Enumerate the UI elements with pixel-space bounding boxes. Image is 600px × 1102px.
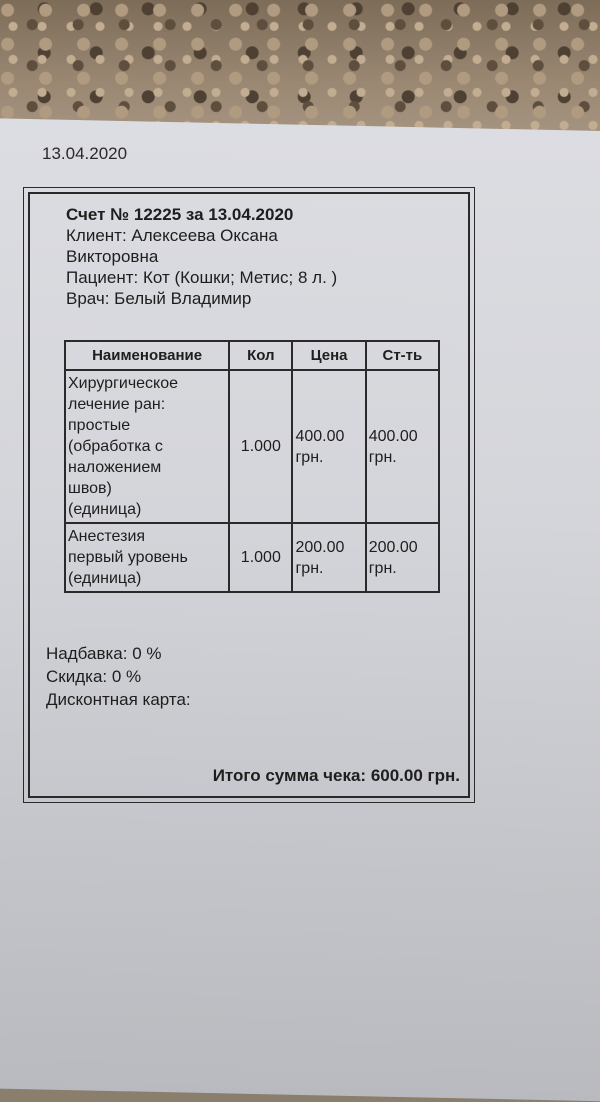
column-header-price: Цена <box>292 341 365 370</box>
patient-line: Пациент: Кот (Кошки; Метис; 8 л. ) <box>66 268 338 287</box>
item-cost-value: 400.00 <box>368 427 418 445</box>
item-name-line: швов) <box>68 480 112 497</box>
client-line-cont: Викторовна <box>66 247 159 266</box>
receipt-header <box>66 204 426 309</box>
carpet-background <box>0 0 600 140</box>
column-header-cost: Ст-ть <box>366 341 439 370</box>
receipt-footer <box>46 642 191 711</box>
item-name-cell <box>65 523 229 592</box>
item-price-value: 400.00 <box>295 427 345 445</box>
markup-line: Надбавка: 0 % <box>46 644 162 663</box>
item-price-cell <box>292 523 365 592</box>
column-header-name: Наименование <box>65 341 229 370</box>
discount-card-line: Дисконтная карта: <box>46 690 191 709</box>
item-cost-cell <box>366 523 439 592</box>
item-name-line: первый уровень <box>68 549 188 566</box>
table-row <box>65 523 439 592</box>
item-cost-currency: грн. <box>368 448 397 466</box>
items-table <box>64 340 440 593</box>
item-qty-cell: 1.000 <box>229 370 292 523</box>
total-amount: Итого сумма чека: 600.00 грн. <box>212 766 460 785</box>
receipt <box>28 192 470 798</box>
table-row <box>65 370 439 523</box>
item-name-line: (обработка с <box>68 438 163 455</box>
item-name-line: лечение ран: <box>68 396 166 413</box>
item-price-currency: грн. <box>295 559 324 577</box>
item-cost-value: 200.00 <box>368 538 418 556</box>
column-header-qty: Кол <box>229 341 292 370</box>
item-name-line: простые <box>68 417 131 434</box>
item-cost-cell <box>366 370 439 523</box>
item-name-line: (единица) <box>68 570 142 587</box>
invoice-title: Счет № 12225 за 13.04.2020 <box>66 205 294 224</box>
table-header-row <box>65 341 439 370</box>
item-price-cell <box>292 370 365 523</box>
item-name-line: Хирургическое <box>68 375 179 392</box>
item-price-currency: грн. <box>295 448 324 466</box>
item-price-value: 200.00 <box>295 538 345 556</box>
discount-line: Скидка: 0 % <box>46 667 142 686</box>
client-line: Клиент: Алексеева Оксана <box>66 226 278 245</box>
item-name-cell <box>65 370 229 523</box>
print-date: 13.04.2020 <box>42 144 128 163</box>
item-cost-currency: грн. <box>368 559 397 577</box>
item-name-line: Анестезия <box>68 528 146 545</box>
item-name-line: (единица) <box>68 501 142 518</box>
item-qty-cell: 1.000 <box>229 523 292 592</box>
item-name-line: наложением <box>68 459 162 476</box>
doctor-line: Врач: Белый Владимир <box>66 289 252 308</box>
